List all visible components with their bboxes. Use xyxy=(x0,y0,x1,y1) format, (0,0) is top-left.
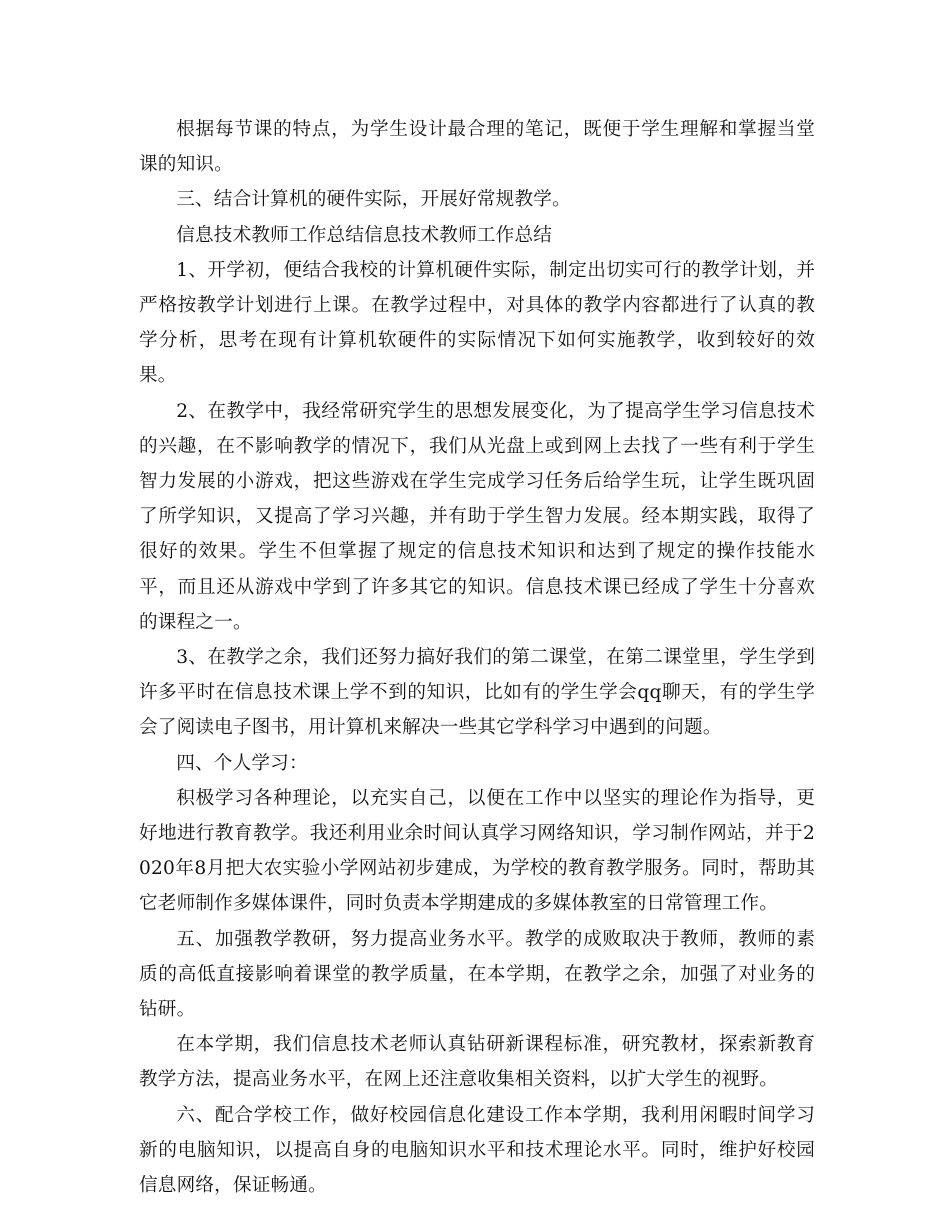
paragraph-notes: 根据每节课的特点，为学生设计最合理的笔记，既便于学生理解和掌握当堂课的知识。 xyxy=(139,119,815,176)
heading-section-3: 三、结合计算机的硬件实际，开展好常规教学。 xyxy=(176,189,571,211)
paragraph-section-5: 五、加强教学教研，努力提高业务水平。教学的成败取决于教师，教师的素质的高低直接影响着课堂的教学质量，在本学期，在教学之余，加强了对业务的钻研。 xyxy=(139,928,815,1021)
paragraph-section-6: 六、配合学校工作，做好校园信息化建设工作本学期，我利用闲暇时间学习新的电脑知识，以提高自身的电脑知识水平和技术理论水平。同时，维护好校园信息网络，保证畅通。 xyxy=(139,1104,815,1197)
paragraph-item-1: 1、开学初，便结合我校的计算机硬件实际，制定出切实可行的教学计划，并严格按教学计划进行上课。在教学过程中，对具体的教学内容都进行了认真的教学分析，思考在现有计算机软硬件的实际情况下如何实施教学，收到较好的效果。 xyxy=(139,259,815,387)
heading-section-4: 四、个人学习： xyxy=(176,752,308,774)
paragraph-personal-study: 积极学习各种理论，以充实自己，以便在工作中以坚实的理论作为指导，更好地进行教育教学。我还利用业余时间认真学习网络知识，学习制作网站，并于2020年8月把大农实验小学网站初步建成，为学校的教育教学服务。同时，帮助其它老师制作多媒体课件，同时负责本学期建成的多媒体教室的日常管理工作。 xyxy=(139,787,815,915)
paragraph-summary-title: 信息技术教师工作总结信息技术教师工作总结 xyxy=(176,224,553,246)
paragraph-item-3: 3、在教学之余，我们还努力搞好我们的第二课堂，在第二课堂里，学生学到许多平时在信息技术课上学不到的知识，比如有的学生学会qq聊天，有的学生学会了阅读电子图书，用计算机来解决一些其它学科学习中遇到的问题。 xyxy=(139,647,815,739)
paragraph-item-2: 2、在教学中，我经常研究学生的思想发展变化，为了提高学生学习信息技术的兴趣，在不影响教学的情况下，我们从光盘上或到网上去找了一些有利于学生智力发展的小游戏，把这些游戏在学生完成学习任务后给学生玩，让学生既巩固了所学知识，又提高了学习兴趣，并有助于学生智力发展。经本期实践，取得了很好的效果。学生不但掌握了规定的信息技术知识和达到了规定的操作技能水平，而且还从游戏中学到了许多其它的知识。信息技术课已经成了学生十分喜欢的课程之一。 xyxy=(139,400,815,633)
document-body xyxy=(139,112,815,1203)
paragraph-curriculum-study: 在本学期，我们信息技术老师认真钻研新课程标准，研究教材，探索新教育教学方法，提高业务水平，在网上还注意收集相关资料，以扩大学生的视野。 xyxy=(139,1034,815,1091)
